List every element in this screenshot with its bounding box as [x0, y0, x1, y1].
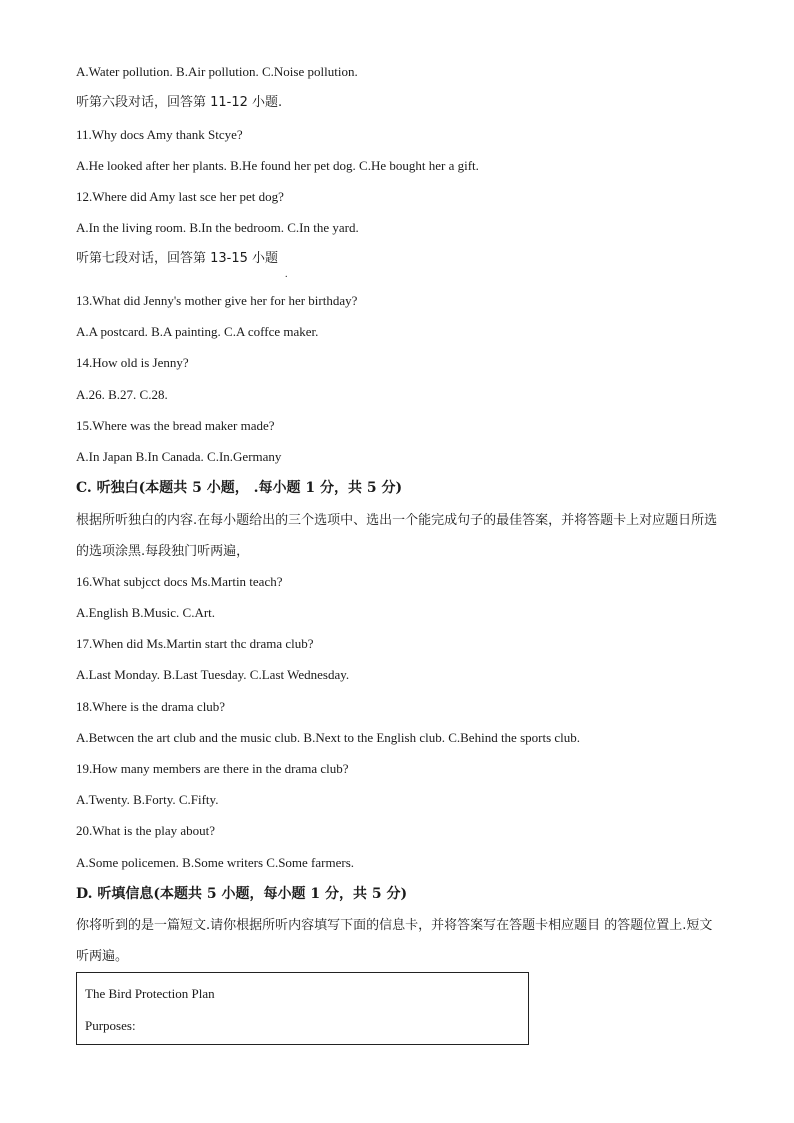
section-d-instructions: 你将听到的是一篇短文.请你根据所听内容填写下面的信息卡，并将答案写在答题卡相应题目 的答题位置上.短文听两遍。 [76, 918, 713, 964]
section-d-heading: D. 听填信息(本题共 5 小题，每小题 1 分，共 5 分) [76, 886, 408, 902]
stray-dot: . [285, 269, 288, 280]
options-16: A.English B.Music. C.Art. [76, 605, 216, 620]
options-13: A.A postcard. B.A painting. C.A coffce maker. [76, 324, 319, 339]
options-20: A.Some policemen. B.Some writers C.Some farmers. [76, 855, 355, 870]
dialogue-7-instruction: 听第七段对话，回答第 13-15 小题 [76, 251, 279, 266]
options-11: A.He looked after her plants. B.He found her pet dog. C.He bought her a gift. [76, 158, 479, 173]
question-12: 12.Where did Amy last sce her pet dog? [76, 189, 284, 204]
options-12: A.In the living room. B.In the bedroom. C.In the yard. [76, 220, 359, 235]
info-card-purposes-label: Purposes: [85, 1018, 136, 1033]
question-19: 19.How many members are there in the drama club? [76, 761, 349, 776]
options-17: A.Last Monday. B.Last Tuesday. C.Last Wednesday. [76, 667, 350, 682]
info-card-title: The Bird Protection Plan [85, 986, 215, 1001]
question-15: 15.Where was the bread maker made? [76, 418, 275, 433]
question-18: 18.Where is the drama club? [76, 699, 226, 714]
options-19: A.Twenty. B.Forty. C.Fifty. [76, 792, 219, 807]
question-13: 13.What did Jenny's mother give her for her birthday? [76, 293, 358, 308]
question-14: 14.How old is Jenny? [76, 355, 189, 370]
options-14: A.26. B.27. C.28. [76, 387, 168, 402]
options-15: A.In Japan B.In Canada. C.In.Germany [76, 449, 282, 464]
section-c-instructions: 根据所听独白的内容.在每小题给出的三个选项中、选出一个能完成句子的最佳答案，并将答题卡上对应题日所选的选项涂黑.每段独门听两遍， [76, 513, 718, 559]
option-line-q10: A.Water pollution. B.Air pollution. C.Noise pollution. [76, 64, 358, 79]
info-card [76, 972, 529, 1045]
question-20: 20.What is the play about? [76, 823, 215, 838]
section-c-heading: C. 听独白(本题共 5 小题， .每小题 1 分，共 5 分) [76, 480, 403, 496]
dialogue-6-instruction: 听第六段对话，回答第 11-12 小题. [76, 95, 283, 110]
question-11: 11.Why docs Amy thank Stcye? [76, 127, 243, 142]
question-17: 17.When did Ms.Martin start thc drama club? [76, 636, 314, 651]
question-16: 16.What subjcct docs Ms.Martin teach? [76, 574, 283, 589]
options-18: A.Betwcen the art club and the music club. B.Next to the English club. C.Behind the sports club. [76, 730, 581, 745]
